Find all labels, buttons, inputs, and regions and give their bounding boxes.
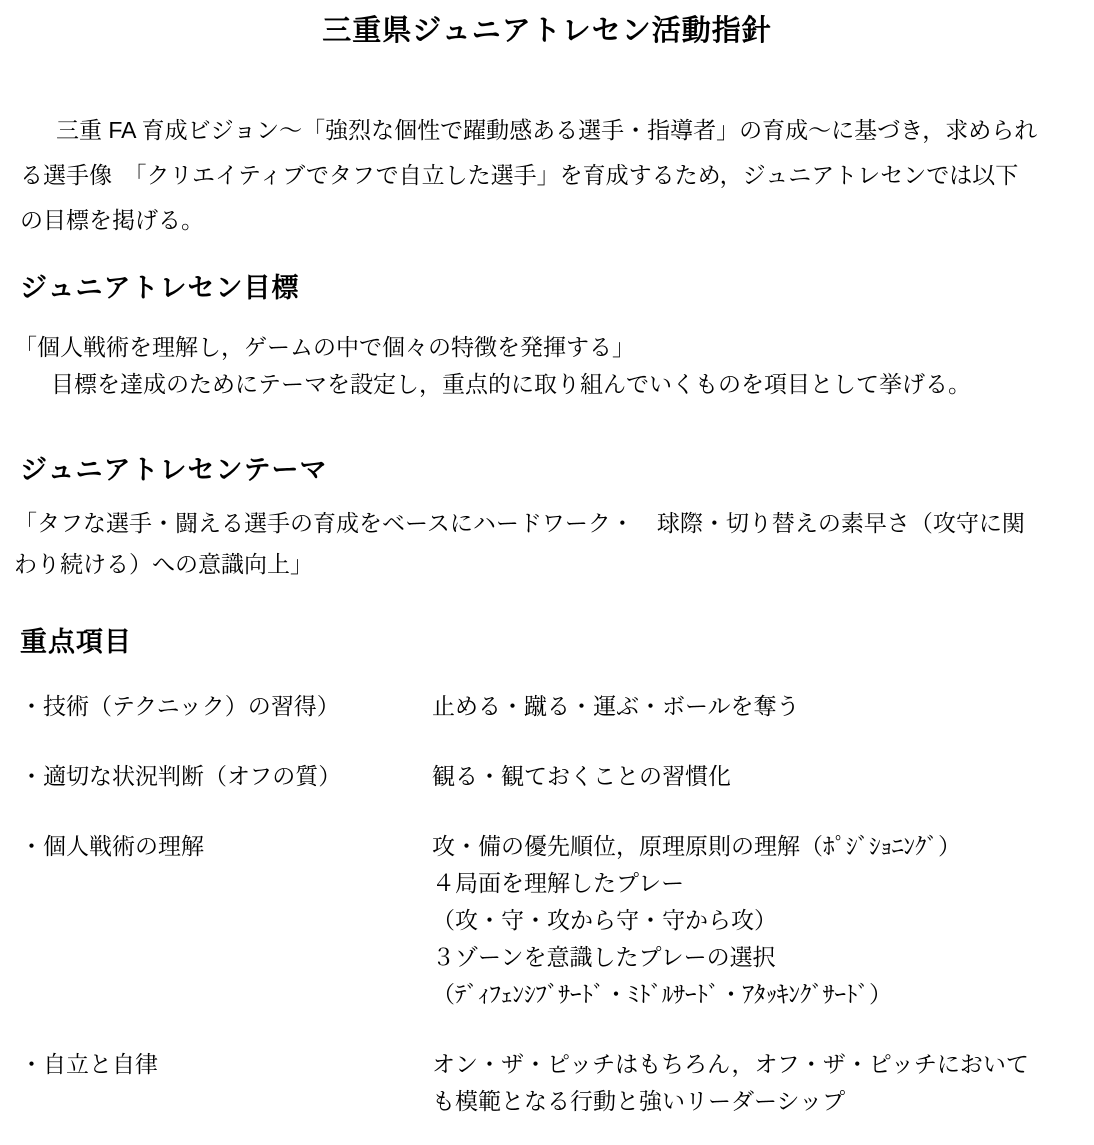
priority-item-row <box>20 758 1078 795</box>
item-desc <box>432 828 1078 1013</box>
item-desc-line: オン・ザ・ピッチはもちろん，オフ・ザ・ピッチにおいて <box>432 1051 1029 1077</box>
priority-item-row <box>20 828 1078 1013</box>
item-desc-line: 止める・蹴る・運ぶ・ボールを奪う <box>432 693 800 719</box>
section-heading-theme: ジュニアトレセンテーマ <box>20 455 328 485</box>
theme-line-1: 「タフな選手・闘える選手の育成をベースにハードワーク・ 球際・切り替えの素早さ（攻守に関 <box>14 510 1025 536</box>
section-heading-goal: ジュニアトレセン目標 <box>20 273 300 303</box>
item-desc-line: ４局面を理解したプレー <box>432 870 685 896</box>
section-heading-priority: 重点項目 <box>20 627 132 657</box>
intro-line-2: る選手像 「クリエイティブでタフで自立した選手」を育成するため，ジュニアトレセンでは以下 <box>20 162 1019 188</box>
item-label: ・個人戦術の理解 <box>20 833 204 859</box>
priority-item-row <box>20 1046 1078 1120</box>
item-label: ・自立と自律 <box>20 1051 158 1077</box>
goal-line-1: 「個人戦術を理解し，ゲームの中で個々の特徴を発揮する」 <box>14 334 635 360</box>
item-desc-line: も模範となる行動と強いリーダーシップ <box>432 1088 846 1114</box>
item-desc-line: 攻・備の優先順位，原理原則の理解（ﾎﾟｼﾞｼｮﾆﾝｸﾞ） <box>432 833 961 859</box>
item-desc <box>432 1046 1078 1120</box>
item-desc <box>432 688 1078 725</box>
item-desc-line: （攻・守・攻から守・守から攻） <box>432 907 777 933</box>
item-label: ・適切な状況判断（オフの質） <box>20 763 342 789</box>
item-desc-line: （ﾃﾞｨﾌｪﾝｼﾌﾞｻｰﾄﾞ・ﾐﾄﾞﾙｻｰﾄﾞ・ｱﾀｯｷﾝｸﾞｻｰﾄﾞ） <box>432 981 892 1007</box>
priority-item-list <box>20 688 1078 1120</box>
priority-item-row <box>20 688 1078 725</box>
intro-line-1: 三重 FA 育成ビジョン～「強烈な個性で躍動感ある選手・指導者」の育成～に基づき，求められ <box>56 117 1038 143</box>
item-label: ・技術（テクニック）の習得） <box>20 693 340 719</box>
item-desc-line: 観る・観ておくことの習慣化 <box>432 763 731 789</box>
theme-line-2: わり続ける）への意識向上」 <box>14 551 313 577</box>
goal-line-2: 目標を達成のためにテーマを設定し，重点的に取り組んでいくものを項目として挙げる。 <box>51 371 971 397</box>
item-desc <box>432 758 1078 795</box>
goal-paragraph <box>14 329 1080 403</box>
document-title: 三重県ジュニアトレセン活動指針 <box>322 15 772 47</box>
item-desc-line: ３ゾーンを意識したプレーの選択 <box>432 944 776 970</box>
theme-paragraph <box>14 503 1080 585</box>
intro-paragraph <box>20 108 1078 243</box>
intro-line-3: の目標を掲げる。 <box>20 207 204 233</box>
